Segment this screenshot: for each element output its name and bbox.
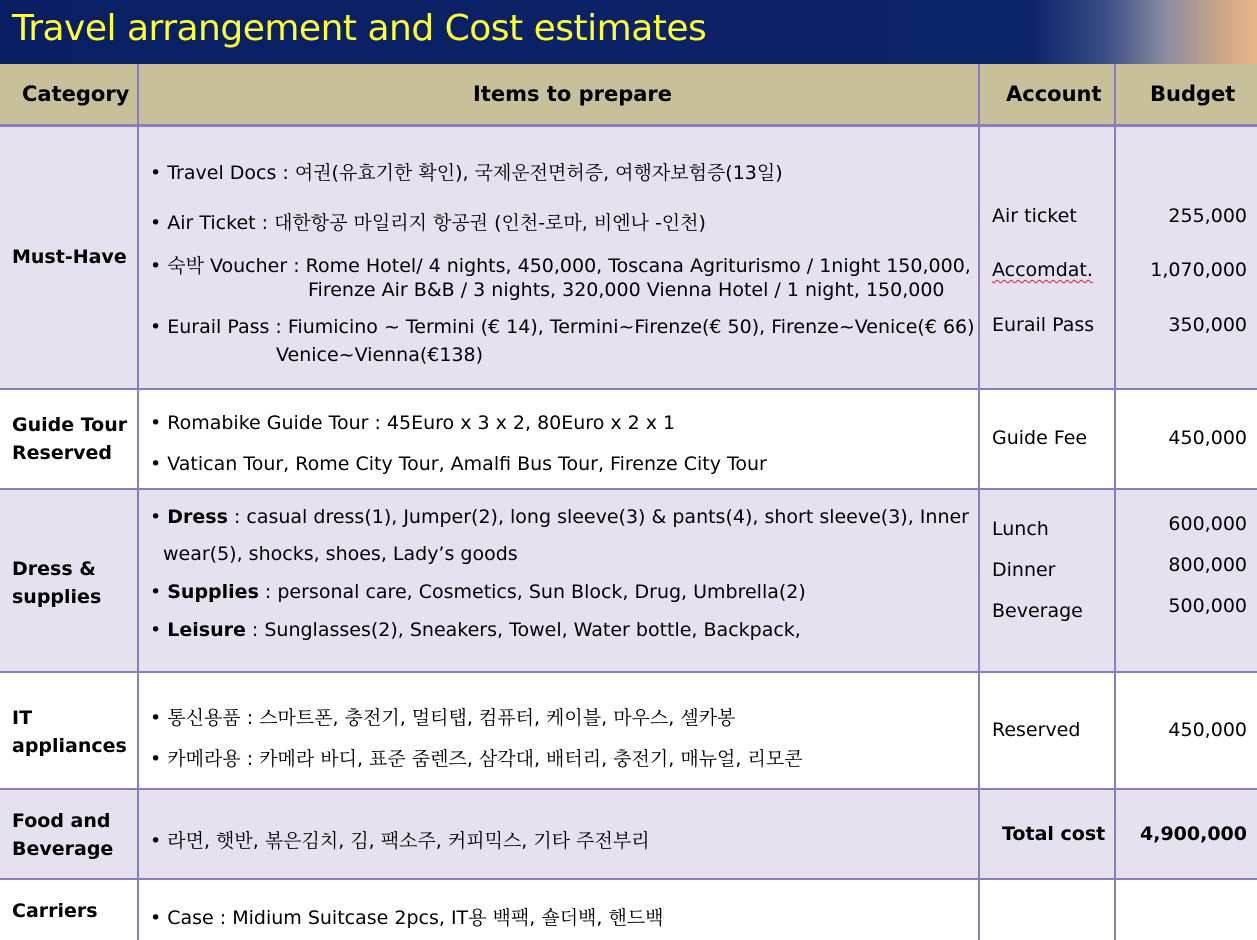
list-item: • 통신용품 : 스마트폰, 충전기, 멀티탭, 컴퓨터, 케이블, 마우스, 셀카봉	[150, 707, 736, 729]
divider	[0, 788, 1257, 790]
header-items: Items to prepare	[473, 82, 672, 106]
list-item: • Travel Docs : 여권(유효기한 확인), 국제운전면허증, 여행자보험증(13일)	[150, 162, 783, 184]
budget-air-ticket: 255,000	[1168, 205, 1247, 227]
divider	[0, 671, 1257, 673]
budget-guide-fee: 450,000	[1168, 427, 1247, 449]
budget-dinner: 800,000	[1168, 554, 1247, 576]
header-account: Account	[1006, 82, 1102, 106]
list-item: • Leisure : Sunglasses(2), Sneakers, Towel, Water bottle, Backpack,	[150, 619, 801, 641]
table-header	[0, 64, 1257, 125]
header-category: Category	[22, 82, 130, 106]
category-guide-tour: Guide Tour Reserved	[12, 414, 128, 464]
list-item: • 카메라용 : 카메라 바디, 표준 줌렌즈, 삼각대, 배터리, 충전기, 매뉴얼, 리모콘	[150, 748, 803, 770]
budget-eurail-pass: 350,000	[1168, 314, 1247, 336]
account-guide-fee: Guide Fee	[992, 427, 1088, 449]
divider	[0, 488, 1257, 490]
list-item: • Eurail Pass : Fiumicino ~ Termini (€ 14), Termini~Firenze(€ 50), Firenze~Venice(€ 66)	[150, 316, 975, 338]
divider	[0, 878, 1257, 880]
list-item: • Air Ticket : 대한항공 마일리지 항공권 (인천-로마, 비엔나 -인천)	[150, 212, 706, 234]
category-it-appliances: IT appliances	[12, 707, 127, 757]
divider	[0, 388, 1257, 390]
account-reserved: Reserved	[992, 719, 1081, 741]
list-item: • Romabike Guide Tour : 45Euro x 3 x 2, 80Euro x 2 x 1	[150, 412, 676, 434]
account-air-ticket: Air ticket	[992, 205, 1077, 227]
title-bar	[0, 0, 1257, 64]
list-item: • Case : Midium Suitcase 2pcs, IT용 백팩, 숄더백, 핸드백	[150, 907, 664, 929]
account-eurail-pass: Eurail Pass	[992, 314, 1095, 336]
divider	[137, 64, 139, 940]
list-item: Venice~Vienna(€138)	[276, 344, 484, 366]
account-beverage: Beverage	[992, 600, 1083, 622]
budget-beverage: 500,000	[1168, 595, 1247, 617]
budget-total-cost: 4,900,000	[1140, 823, 1247, 845]
divider	[1114, 64, 1116, 940]
account-accommodation: Accomdat.	[992, 259, 1093, 281]
list-item: • 숙박 Voucher : Rome Hotel/ 4 nights, 450,000, Toscana Agriturismo / 1night 150,000,	[150, 255, 971, 277]
header-budget: Budget	[1150, 82, 1236, 106]
budget-lunch: 600,000	[1168, 513, 1247, 535]
list-item: • Supplies : personal care, Cosmetics, Sun Block, Drug, Umbrella(2)	[150, 581, 806, 603]
category-food-beverage: Food and Beverage	[12, 810, 114, 860]
list-item: • Vatican Tour, Rome City Tour, Amalfi Bus Tour, Firenze City Tour	[150, 453, 767, 475]
category-dress-supplies: Dress & supplies	[12, 558, 102, 608]
list-item: wear(5), shocks, shoes, Lady’s goods	[163, 543, 518, 565]
list-item: Firenze Air B&B / 3 nights, 320,000 Vienna Hotel / 1 night, 150,000	[308, 279, 945, 301]
budget-reserved: 450,000	[1168, 719, 1247, 741]
account-dinner: Dinner	[992, 559, 1056, 581]
divider	[0, 124, 1257, 127]
divider	[978, 64, 980, 940]
account-total-cost: Total cost	[1002, 823, 1106, 845]
page-title: Travel arrangement and Cost estimates	[12, 8, 707, 49]
account-lunch: Lunch	[992, 518, 1049, 540]
category-carriers: Carriers	[12, 900, 98, 922]
list-item: • Dress : casual dress(1), Jumper(2), long sleeve(3) & pants(4), short sleeve(3), Inner	[150, 506, 969, 528]
category-must-have: Must-Have	[12, 246, 127, 268]
budget-accommodation: 1,070,000	[1150, 259, 1247, 281]
list-item: • 라면, 햇반, 볶은김치, 김, 팩소주, 커피믹스, 기타 주전부리	[150, 830, 650, 852]
